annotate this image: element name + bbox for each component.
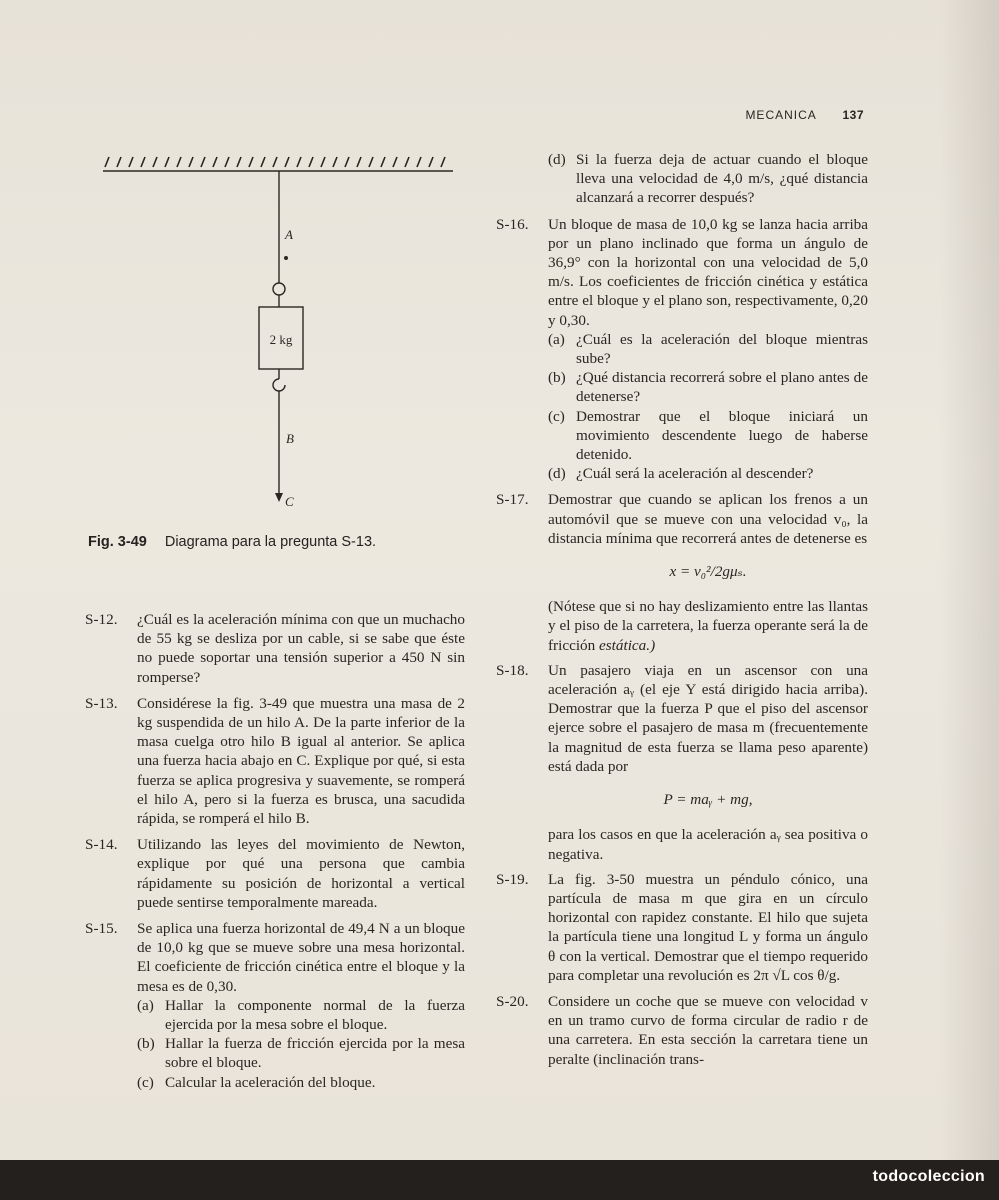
right-column: [496, 150, 868, 1076]
subpart-text: Demostrar que el bloque iniciará un movimiento descendente luego de haberse detenido.: [576, 407, 868, 464]
running-head: [745, 108, 864, 122]
watermark: todocoleccion: [872, 1168, 985, 1185]
thread-a-dot: [284, 256, 288, 260]
subpart-label: (b): [548, 369, 566, 387]
problem-text: Un bloque de masa de 10,0 kg se lanza hacia arriba por un plano inclinado que forma un ángulo de 36,9° con la horizontal con una velocidad de 5,0 m/s. Los coeficientes de fricción cinética y estática entre el bloque y el plano son, respectivamente, 0,20 y 0,30.: [548, 215, 868, 329]
problem-number: S-12.: [85, 611, 118, 628]
subpart-label: (d): [548, 465, 566, 483]
figure-caption: [88, 534, 376, 550]
subpart-label: (a): [137, 996, 154, 1014]
problem-number: S-14.: [85, 836, 118, 854]
problem-text: La fig. 3-50 muestra un péndulo cónico, una partícula de masa m que gira en un círculo horizontal con rapidez constante. El hilo que sujeta la partícula tiene una longitud L y forma un ángulo θ con la vertical. Demostrar que el tiempo requerido para completar una revolución es 2π √L cos θ/g.: [548, 870, 868, 984]
formula-braking-distance: x = v₀²/2gμₛ.: [669, 563, 747, 581]
subpart-a: [548, 330, 868, 368]
problem-s15-continued: [496, 150, 868, 208]
subpart-a: [137, 996, 465, 1034]
label-b: B: [286, 431, 294, 446]
problem-text: Un pasajero viaja en un ascensor con una aceleración aᵧ (el eje Y está dirigido hacia arriba). Demostrar que la fuerza P que el piso del ascensor ejerce sobre el pasajero de masa m (frecuentemente la magnitud de esta fuerza se llama peso aparente) está dada por: [548, 661, 868, 775]
ceiling-hatching: [103, 157, 453, 171]
subpart-text: Hallar la fuerza de fricción ejercida por la mesa sobre el bloque.: [165, 1035, 465, 1072]
problem-text: Considérese la fig. 3-49 que muestra una masa de 2 kg suspendida de un hilo A. De la parte inferior de la masa cuelga otro hilo B igual al anterior. Se aplica una fuerza hacia abajo en C. Explique por qué, si esta fuerza se aplica progresiva y suavemente, se romperá el hilo A, pero si la fuerza es brusca, una sacudida rápida, se romperá el hilo B.: [137, 694, 465, 828]
problem-text: Considere un coche que se mueve con velocidad v en un tramo curvo de forma circular de radio r de una carretera. En esta sección la carretara tiene un peralte (inclinación trans-: [548, 992, 868, 1068]
problem-s17: [496, 490, 868, 548]
problem-text: Demostrar que cuando se aplican los frenos a un automóvil que se mueve con una velocidad v₀, la distancia mínima que recorrerá antes de detenerse es: [548, 491, 868, 547]
problem-number: S-18.: [496, 661, 529, 679]
problem-number: S-15.: [85, 920, 118, 938]
caption-text: Diagrama para la pregunta S-13.: [164, 534, 377, 550]
problem-s13: [85, 694, 465, 828]
problem-text: ¿Cuál es la aceleración mínima con que un muchacho de 55 kg se desliza por un cable, si se sabe que éste no puede soportar una tensión superior a 450 N sin romperse?: [137, 611, 465, 686]
label-c: C: [285, 494, 294, 509]
caption-number: Fig. 3-49: [88, 534, 147, 550]
problem-s12: [85, 610, 465, 687]
lower-ring: [273, 379, 285, 391]
subpart-text: Hallar la componente normal de la fuerza ejercida por la mesa sobre el bloque.: [165, 996, 465, 1034]
note-text: (Nótese que si no hay deslizamiento entre las llantas y el piso de la carretera, la fuerza operante será la de fricción: [548, 598, 868, 654]
problem-s20: [496, 992, 868, 1069]
subpart-d: [548, 150, 868, 208]
problem-s18-continued: para los casos en que la aceleración aᵧ sea positiva o negativa.: [548, 826, 868, 863]
force-arrow-head: [275, 493, 283, 502]
subpart-text: Calcular la aceleración del bloque.: [165, 1073, 376, 1091]
subpart-text: ¿Cuál es la aceleración del bloque mientras sube?: [576, 330, 868, 368]
label-a: A: [285, 227, 293, 242]
subpart-text: ¿Qué distancia recorrerá sobre el plano antes de detenerse?: [576, 369, 868, 406]
problem-s17-note: [496, 597, 868, 655]
subpart-label: (d): [548, 151, 566, 168]
page-edge-shadow: [939, 0, 999, 1160]
page-number: 137: [842, 108, 864, 122]
subpart-text: ¿Cuál será la aceleración al descender?: [576, 465, 814, 483]
upper-ring: [273, 283, 285, 295]
subpart-c: [137, 1073, 465, 1092]
figure-3-49: [95, 145, 470, 520]
note-emphasis: estática.): [599, 636, 656, 654]
problem-text: Utilizando las leyes del movimiento de Newton, explique por qué una persona que cambia rápidamente su posición de horizontal a vertical puede sentirse temporalmente mareada.: [137, 836, 465, 911]
subpart-b: [548, 368, 868, 406]
subpart-text: Si la fuerza deja de actuar cuando el bloque lleva una velocidad de 4,0 m/s, ¿qué distancia alcanzará a recorrer después?: [576, 151, 868, 207]
subpart-c: [548, 407, 868, 465]
problem-s15: [85, 919, 465, 1092]
problem-s14: [85, 835, 465, 912]
problem-text: Se aplica una fuerza horizontal de 49,4 N a un bloque de 10,0 kg que se mueve sobre una mesa horizontal. El coeficiente de fricción cinética entre el bloque y la mesa es de 0,30.: [137, 920, 465, 995]
subpart-d: [548, 464, 868, 483]
left-column: [85, 610, 465, 1099]
subpart-label: (b): [137, 1035, 155, 1053]
section-title: MECANICA: [745, 108, 817, 122]
problem-number: S-17.: [496, 491, 529, 509]
problem-s18: [496, 661, 868, 776]
problem-number: S-16.: [496, 215, 529, 233]
problem-number: S-19.: [496, 870, 529, 888]
problem-number: S-20.: [496, 992, 529, 1010]
subpart-b: [137, 1034, 465, 1072]
problem-s19: [496, 870, 868, 985]
problem-number: S-13.: [85, 694, 118, 712]
problem-s16: [496, 215, 868, 484]
subpart-label: (a): [548, 330, 565, 348]
formula-apparent-weight: P = maᵧ + mg,: [663, 791, 753, 809]
subpart-label: (c): [137, 1073, 154, 1091]
subpart-label: (c): [548, 407, 565, 425]
mass-label: 2 kg: [269, 332, 293, 347]
